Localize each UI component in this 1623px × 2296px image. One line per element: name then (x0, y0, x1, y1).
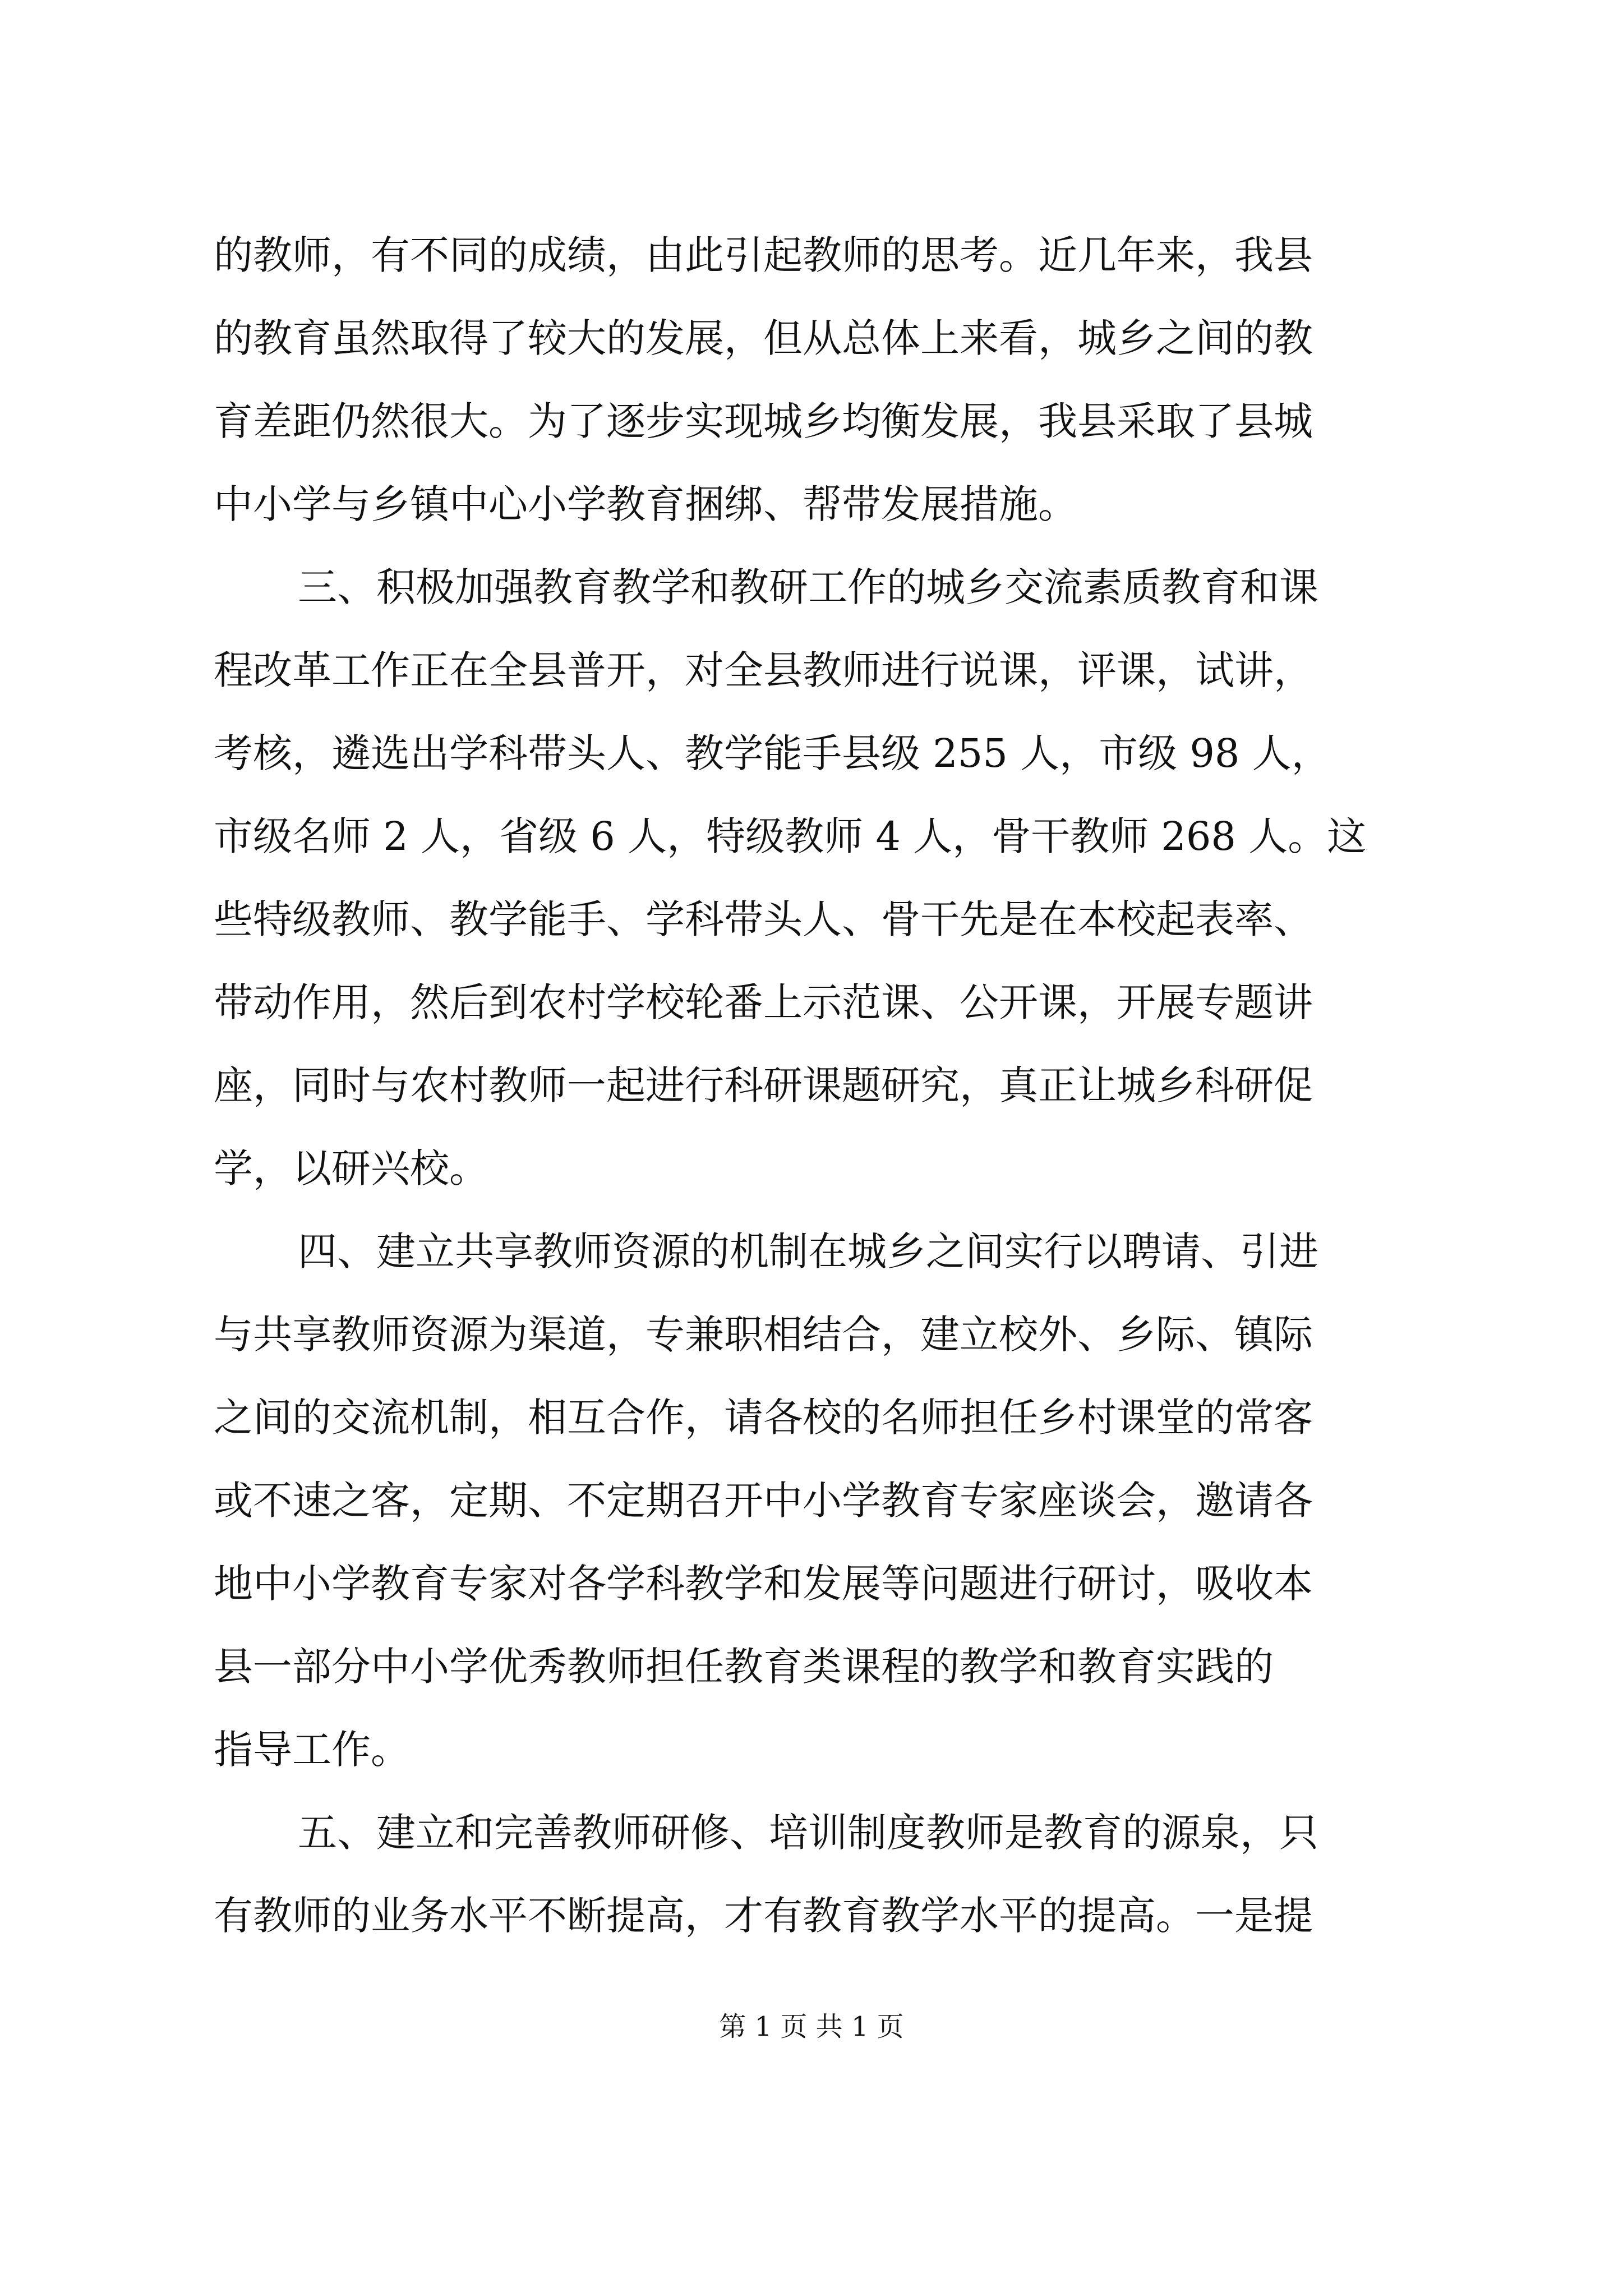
text-line: 与共享教师资源为渠道，专兼职相结合，建立校外、乡际、镇际 (214, 1312, 1313, 1358)
text-line: 座，同时与农村教师一起进行科研课题研究，真正让城乡科研促 (214, 1062, 1313, 1108)
page-footer: 第 1 页 共 1 页 (719, 2011, 904, 2042)
text-line: 市级名师 2 人，省级 6 人，特级教师 4 人，骨干教师 268 人。这 (214, 813, 1367, 859)
text-line: 或不速之客，定期、不定期召开中小学教育专家座谈会，邀请各 (214, 1478, 1313, 1524)
paragraph-heading-four: 四、建立共享教师资源的机制在城乡之间实行以聘请、引进 (298, 1228, 1318, 1274)
text-line: 中小学与乡镇中心小学教育捆绑、帮带发展措施。 (214, 481, 1077, 527)
paragraph-heading-five: 五、建立和完善教师研修、培训制度教师是教育的源泉，只 (298, 1810, 1318, 1856)
text-line: 带动作用，然后到农村学校轮番上示范课、公开课，开展专题讲 (214, 979, 1313, 1025)
text-line: 考核，遴选出学科带头人、教学能手县级 255 人，市级 98 人， (214, 730, 1331, 776)
text-line: 程改革工作正在全县普开，对全县教师进行说课，评课，试讲， (214, 647, 1313, 693)
text-line: 县一部分中小学优秀教师担任教育类课程的教学和教育实践的 (214, 1644, 1274, 1690)
text-line: 学，以研兴校。 (214, 1145, 488, 1191)
text-line: 地中小学教育专家对各学科教学和发展等问题进行研讨，吸收本 (214, 1561, 1313, 1607)
text-line: 有教师的业务水平不断提高，才有教育教学水平的提高。一是提 (214, 1893, 1313, 1939)
text-line: 的教师，有不同的成绩，由此引起教师的思考。近几年来，我县 (214, 232, 1313, 278)
text-line: 之间的交流机制，相互合作，请各校的名师担任乡村课堂的常客 (214, 1395, 1313, 1441)
text-line: 的教育虽然取得了较大的发展，但从总体上来看，城乡之间的教 (214, 315, 1313, 361)
text-line: 指导工作。 (214, 1727, 410, 1773)
text-line: 些特级教师、教学能手、学科带头人、骨干先是在本校起表率、 (214, 896, 1313, 942)
text-line: 育差距仍然很大。为了逐步实现城乡均衡发展，我县采取了县城 (214, 398, 1313, 444)
paragraph-heading-three: 三、积极加强教育教学和教研工作的城乡交流素质教育和课 (298, 564, 1318, 610)
